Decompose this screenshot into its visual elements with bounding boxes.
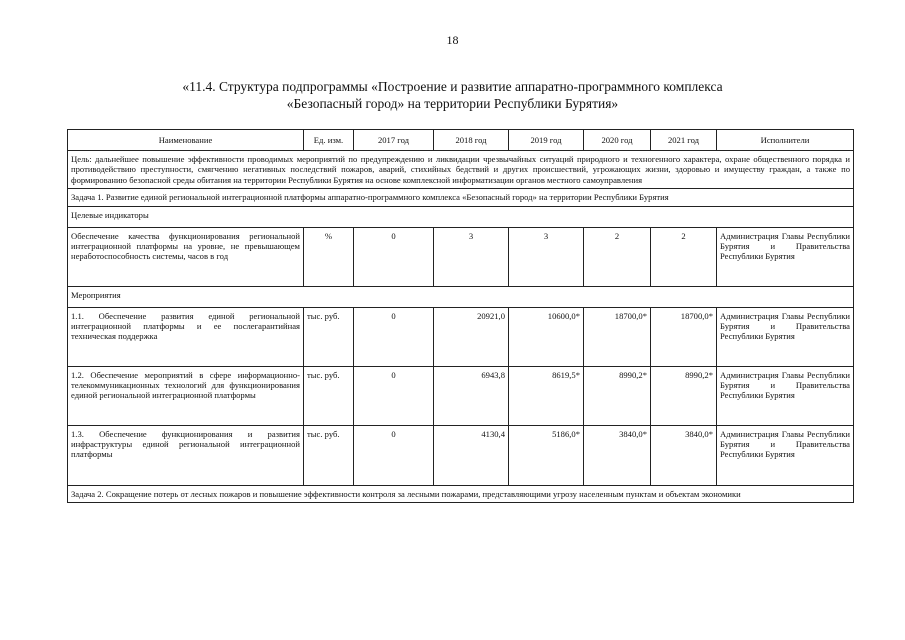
header-unit: Ед. изм.	[304, 130, 354, 151]
measures-section-row	[68, 286, 854, 307]
goal-text: Цель: дальнейшее повышение эффективности проводимых мероприятий по предупреждению и ликвидации чрезвычайных ситуаций природного и техногенного характера, охране общественного порядка и противодействию преступности, смягчению негативных последствий пожаров, аварий, стихийных бедствий и других происшествий, угрожающих жизни, здоровью и имуществу граждан, а также по формированию безопасной среды обитания на территории Республики Бурятия на основе комплексной информатизации органов местного самоуправления	[68, 151, 854, 189]
measure-2020: 18700,0*	[584, 307, 651, 366]
task1-row	[68, 189, 854, 206]
header-2020: 2020 год	[584, 130, 651, 151]
measure-name: 1.1. Обеспечение развития единой региональной интеграционной платформы и ее послегарантийная техническая поддержка	[68, 307, 304, 366]
measure-2021: 18700,0*	[651, 307, 717, 366]
indicator-row	[68, 227, 854, 286]
indicators-label: Целевые индикаторы	[68, 206, 854, 227]
page-number: 18	[446, 33, 459, 47]
measure-2020: 3840,0*	[584, 425, 651, 485]
measure-2018: 4130,4	[434, 425, 509, 485]
document-title-line-1: «11.4. Структура подпрограммы «Построение и развитие аппаратно-программного комплекса	[182, 79, 723, 94]
measure-2020: 8990,2*	[584, 366, 651, 425]
table-header-row	[68, 130, 854, 151]
header-2021: 2021 год	[651, 130, 717, 151]
document-title-line-2: «Безопасный город» на территории Республики Бурятия»	[286, 96, 619, 111]
header-executors: Исполнители	[717, 130, 854, 151]
measure-2018: 6943,8	[434, 366, 509, 425]
measure-executor: Администрация Главы Республики Бурятия и Правительства Республики Бурятия	[717, 307, 854, 366]
measure-row	[68, 425, 854, 485]
measure-2021: 8990,2*	[651, 366, 717, 425]
measure-row	[68, 366, 854, 425]
indicator-2021: 2	[651, 227, 717, 286]
indicator-name: Обеспечение качества функционирования региональной интеграционной платформы на уровне, не превышающем неработоспособность системы, часов в год	[68, 227, 304, 286]
measure-unit: тыс. руб.	[304, 425, 354, 485]
measure-unit: тыс. руб.	[304, 307, 354, 366]
measure-name: 1.2. Обеспечение мероприятий в сфере информационно-телекоммуникационных технологий для функционирования единой региональной интеграционной платформы	[68, 366, 304, 425]
indicator-unit: %	[304, 227, 354, 286]
measure-row	[68, 307, 854, 366]
task2-row	[68, 485, 854, 502]
measure-2018: 20921,0	[434, 307, 509, 366]
subprogram-structure-table	[67, 129, 854, 503]
indicator-2020: 2	[584, 227, 651, 286]
header-2018: 2018 год	[434, 130, 509, 151]
header-name: Наименование	[68, 130, 304, 151]
measure-2021: 3840,0*	[651, 425, 717, 485]
document-title	[60, 78, 845, 112]
measure-2017: 0	[354, 425, 434, 485]
measures-label: Мероприятия	[68, 286, 854, 307]
measure-2017: 0	[354, 307, 434, 366]
indicator-2019: 3	[509, 227, 584, 286]
indicator-2018: 3	[434, 227, 509, 286]
measure-2019: 8619,5*	[509, 366, 584, 425]
header-2017: 2017 год	[354, 130, 434, 151]
indicators-section-row	[68, 206, 854, 227]
indicator-executor: Администрация Главы Республики Бурятия и Правительства Республики Бурятия	[717, 227, 854, 286]
measure-2019: 10600,0*	[509, 307, 584, 366]
task1-text: Задача 1. Развитие единой региональной интеграционной платформы аппаратно-программного комплекса «Безопасный город» на территории Республики Бурятия	[68, 189, 854, 206]
goal-row	[68, 151, 854, 189]
measure-2017: 0	[354, 366, 434, 425]
task2-text: Задача 2. Сокращение потерь от лесных пожаров и повышение эффективности контроля за лесными пожарами, представляющими угрозу населенным пунктам и объектам экономики	[68, 485, 854, 502]
indicator-2017: 0	[354, 227, 434, 286]
measure-2019: 5186,0*	[509, 425, 584, 485]
header-2019: 2019 год	[509, 130, 584, 151]
measure-unit: тыс. руб.	[304, 366, 354, 425]
measure-executor: Администрация Главы Республики Бурятия и Правительства Республики Бурятия	[717, 425, 854, 485]
measure-executor: Администрация Главы Республики Бурятия и Правительства Республики Бурятия	[717, 366, 854, 425]
measure-name: 1.3. Обеспечение функционирования и развития инфраструктуры единой региональной интеграционной платформы	[68, 425, 304, 485]
